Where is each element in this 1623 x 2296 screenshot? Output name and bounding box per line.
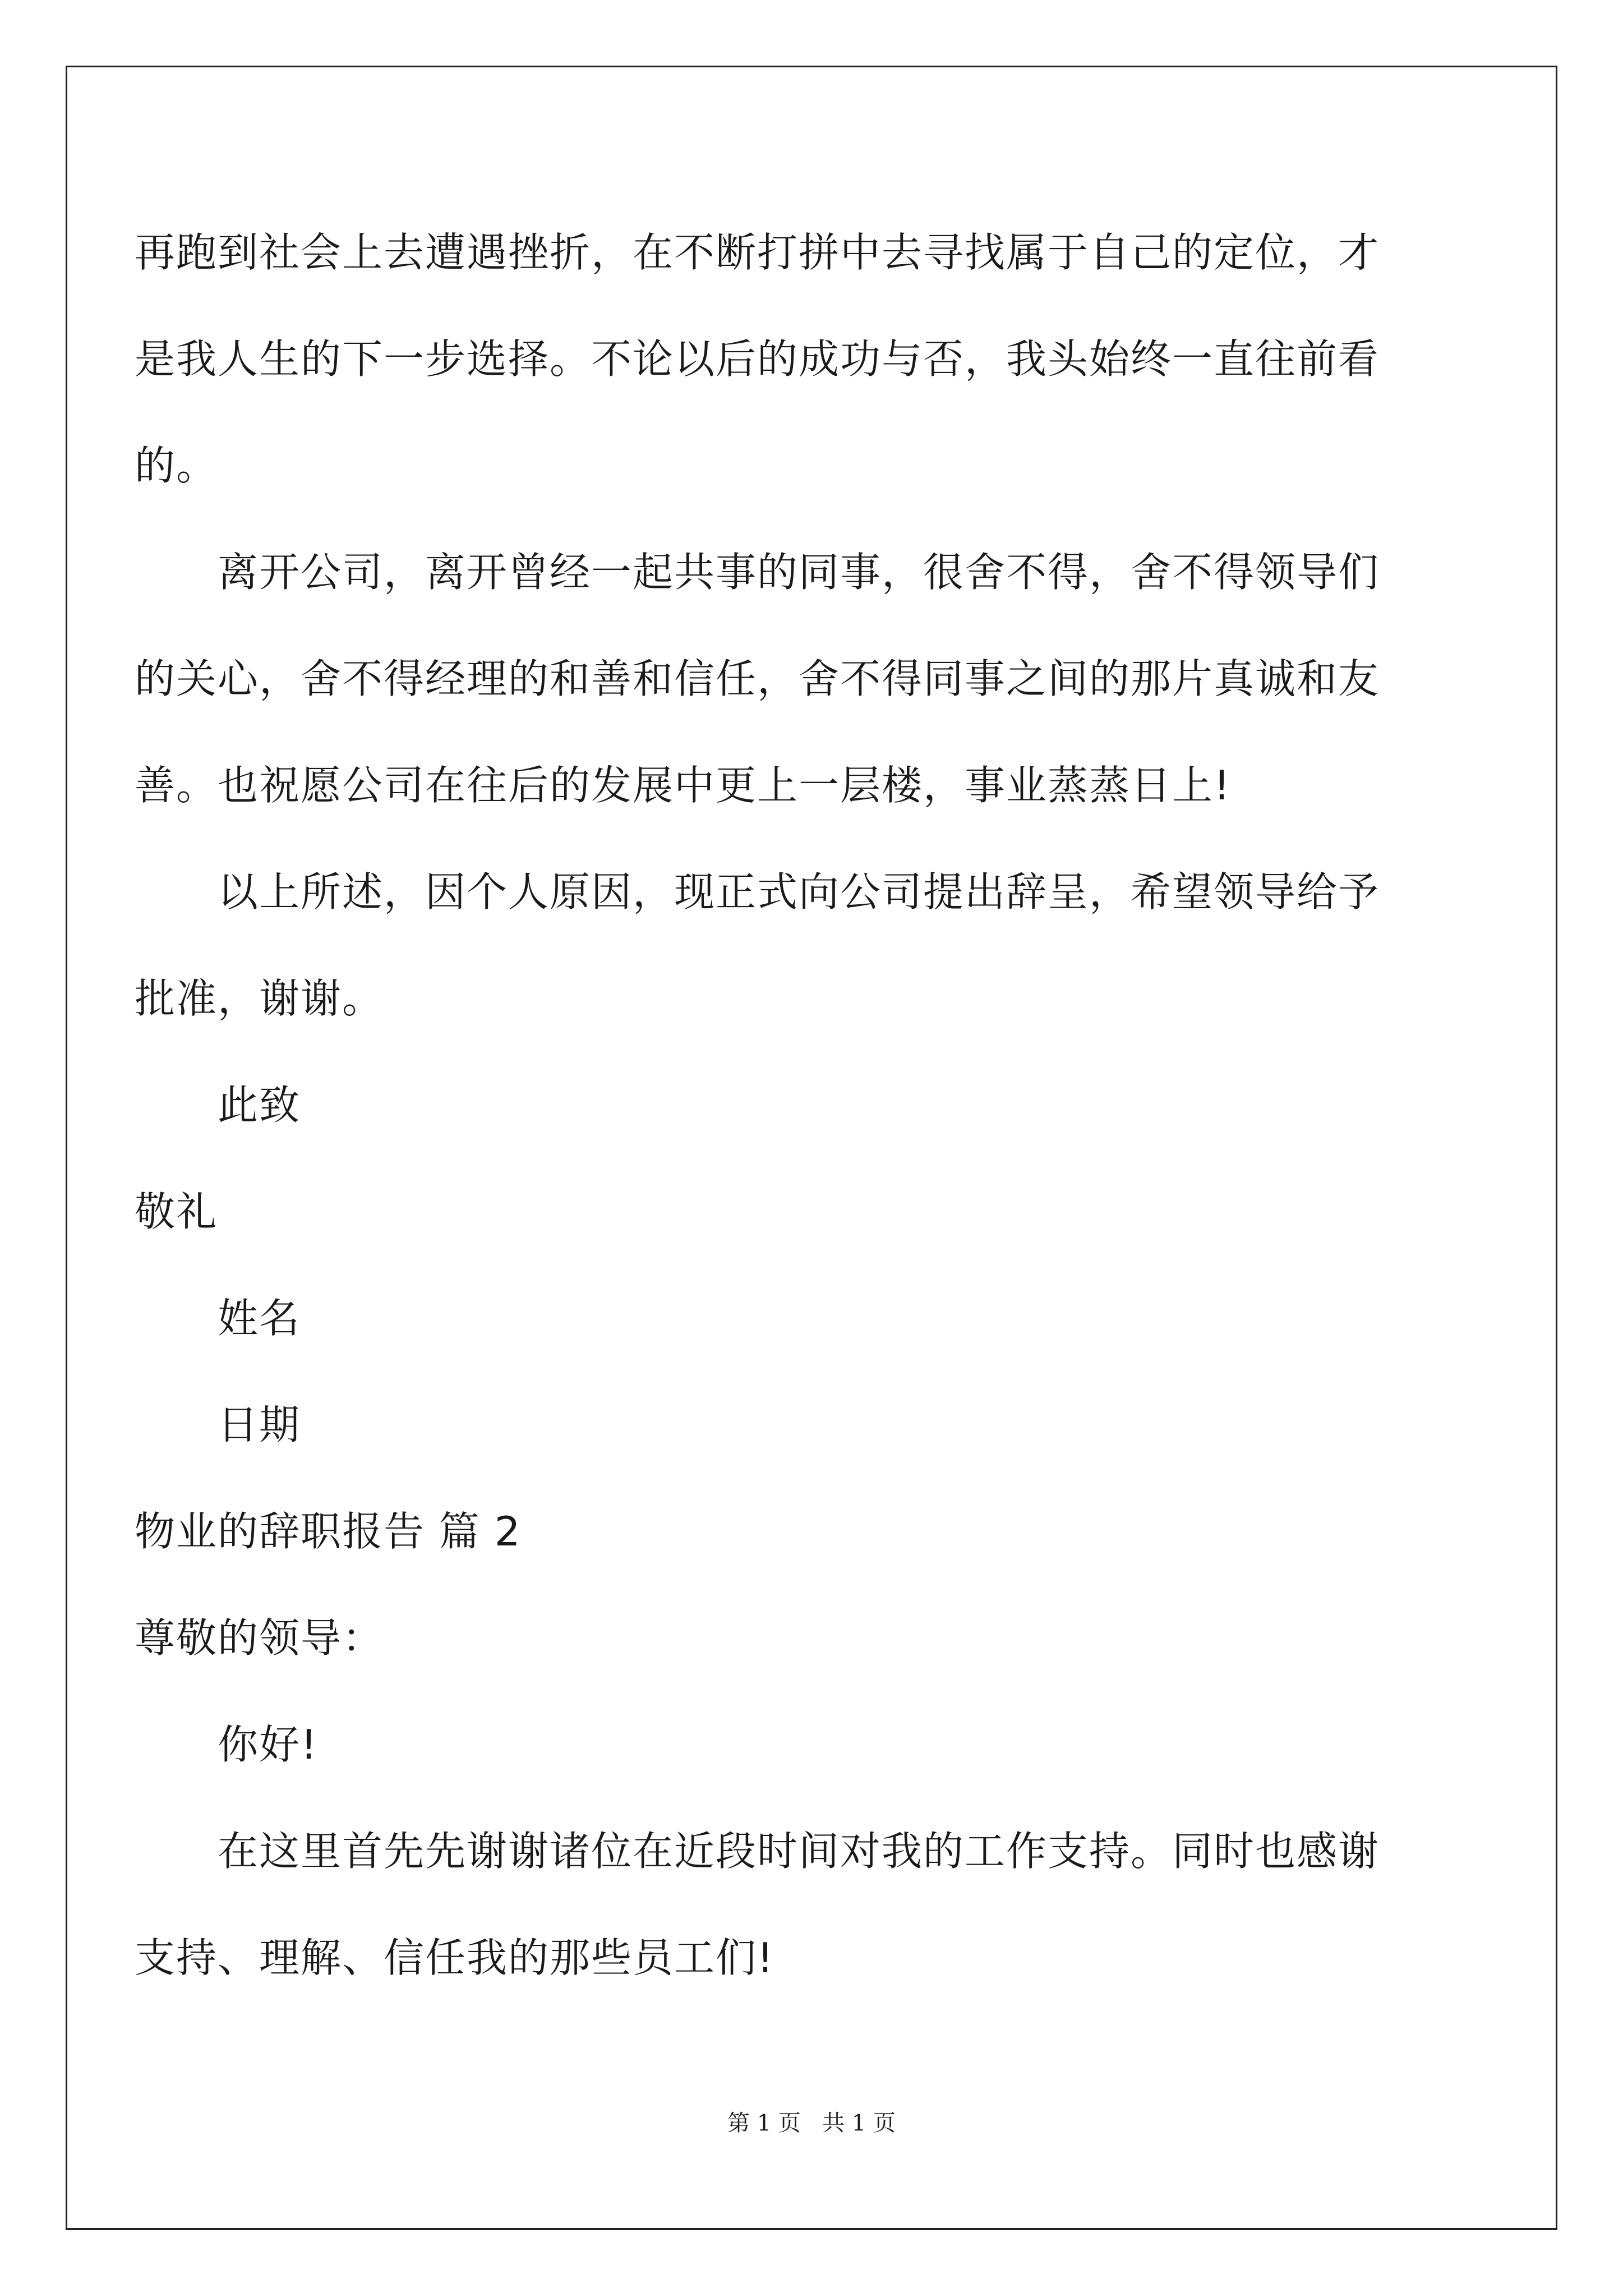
body-line: 批准，谢谢。 bbox=[135, 975, 384, 1022]
closing-salutation: 此致 bbox=[218, 1082, 301, 1129]
paragraph-first-line: 以上所述，因个人原因，现正式向公司提出辞呈，希望领导给予 bbox=[218, 868, 1380, 915]
body-line: 支持、理解、信任我的那些员工们! bbox=[135, 1934, 774, 1981]
paragraph-first-line: 在这里首先先谢谢诸位在近段时间对我的工作支持。同时也感谢 bbox=[218, 1828, 1380, 1875]
paragraph-first-line: 离开公司，离开曾经一起共事的同事，很舍不得，舍不得领导们 bbox=[218, 549, 1380, 596]
body-line: 的关心，舍不得经理的和善和信任，舍不得同事之间的那片真诚和友 bbox=[135, 655, 1380, 702]
signature-date: 日期 bbox=[218, 1401, 301, 1448]
body-line: 是我人生的下一步选择。不论以后的成功与否，我头始终一直往前看 bbox=[135, 335, 1380, 383]
page-frame bbox=[66, 66, 1557, 2230]
greeting: 你好! bbox=[218, 1721, 318, 1768]
body-line: 再跑到社会上去遭遇挫折，在不断打拼中去寻找属于自己的定位，才 bbox=[135, 229, 1380, 276]
body-line: 善。也祝愿公司在往后的发展中更上一层楼，事业蒸蒸日上! bbox=[135, 762, 1231, 809]
closing-regards: 敬礼 bbox=[135, 1188, 218, 1235]
body-line: 的。 bbox=[135, 442, 218, 489]
signature-name: 姓名 bbox=[218, 1295, 301, 1342]
page-number-footer: 第 1 页 共 1 页 bbox=[727, 2110, 896, 2136]
letter-salutation: 尊敬的领导： bbox=[135, 1614, 384, 1662]
section-heading: 物业的辞职报告 篇 2 bbox=[135, 1508, 522, 1555]
